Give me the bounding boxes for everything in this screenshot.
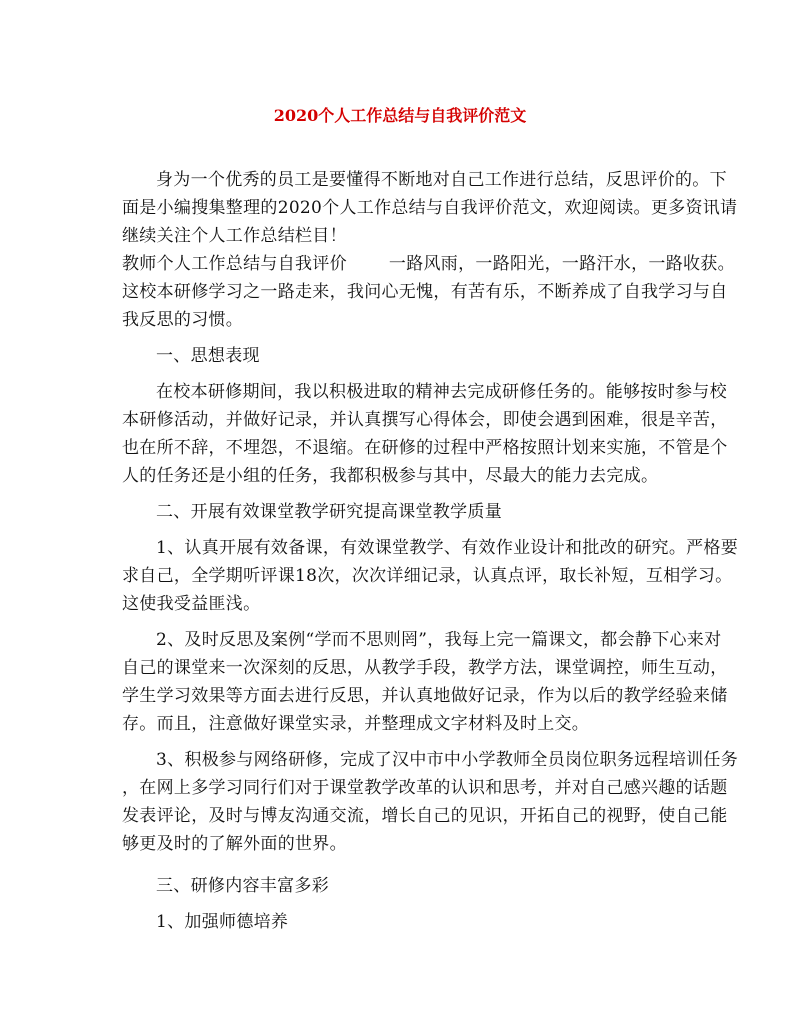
paragraph-line: 本研修活动，并做好记录，并认真撰写心得体会，即使会遇到困难，很是辛苦， [122,410,728,430]
opening-line: 这校本研修学习之一路走来，我问心无愧，有苦有乐，不断养成了自我学习与自 [122,282,728,302]
paragraph-line: 这使我受益匪浅。 [122,594,261,614]
intro-line: 继续关注个人工作总结栏目！ [122,226,347,246]
paragraph-line: ，在网上多学习同行们对于课堂教学改革的认识和思考，并对自己感兴趣的话题 [122,778,728,798]
paragraph-line: 也在所不辞，不埋怨，不退缩。在研修的过程中严格按照计划来实施，不管是个 [122,438,728,458]
paragraph-line: 自己的课堂来一次深刻的反思，从教学手段，教学方法，课堂调控，师生互动， [122,658,728,678]
paragraph-line: 人的任务还是小组的任务，我都积极参与其中，尽最大的能力去完成。 [122,466,659,486]
paragraph-line: 发表评论，及时与博友沟通交流，增长自己的见识，开拓自己的视野，使自己能 [122,806,728,826]
intro-line: 身为一个优秀的员工是要懂得不断地对自己工作进行总结，反思评价的。下 [156,170,727,190]
opening-line: 我反思的习惯。 [122,310,244,330]
opening-line [122,250,735,278]
paragraph-line: 2、及时反思及案例“学而不思则罔”，我每上完一篇课文，都会静下心来对 [156,630,722,650]
document-title: 2020个人工作总结与自我评价范文 [273,106,527,125]
paragraph-line: 学生学习效果等方面去进行反思，并认真地做好记录，作为以后的教学经验来储 [122,686,728,706]
intro-line: 面是小编搜集整理的2020个人工作总结与自我评价范文，欢迎阅读。更多资讯请 [122,198,738,218]
paragraph-line: 够更及时的了解外面的世界。 [122,834,347,854]
paragraph-line: 存。而且，注意做好课堂实录，并整理成文字材料及时上交。 [122,714,590,734]
paragraph-line: 在校本研修期间，我以积极进取的精神去完成研修任务的。能够按时参与校 [156,382,727,402]
section-heading: 二、开展有效课堂教学研究提高课堂教学质量 [156,502,502,522]
document-body [122,166,739,936]
section-heading: 三、研修内容丰富多彩 [156,876,329,896]
opening-text: 一路风雨，一路阳光，一路汗水，一路收获。 [388,254,735,274]
sub-heading: 1、加强师德培养 [156,912,289,932]
section-heading: 一、思想表现 [156,346,260,366]
paragraph-line: 求自己，全学期听评课18次，次次详细记录，认真点评，取长补短，互相学习。 [122,566,733,586]
paragraph-line: 1、认真开展有效备课，有效课堂教学、有效作业设计和批改的研究。严格要 [156,538,739,558]
opening-heading: 教师个人工作总结与自我评价 [122,254,347,274]
paragraph-line: 3、积极参与网络研修，完成了汉中市中小学教师全员岗位职务远程培训任务 [156,750,739,770]
